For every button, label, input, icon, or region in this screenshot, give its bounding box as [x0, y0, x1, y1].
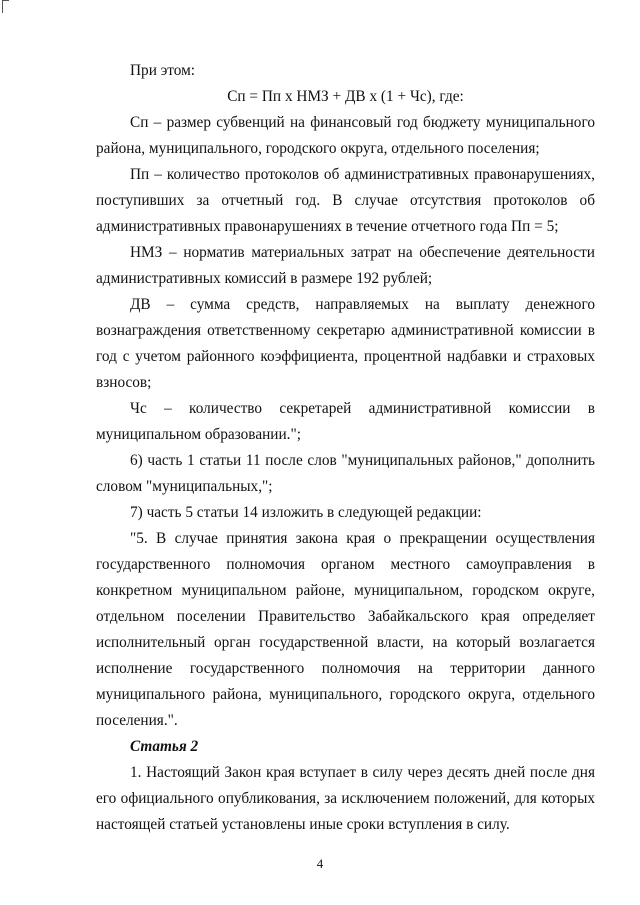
amendment-6: 6) часть 1 статьи 11 после слов "муниципальных районов," дополнить словом "муниципальных,";	[96, 452, 595, 495]
definition-sp: Сп – размер субвенций на финансовый год бюджету муниципального района, муниципального, городского округа, отдельного поселения;	[96, 114, 595, 157]
document-body	[96, 58, 595, 838]
definition-dv: ДВ – сумма средств, направляемых на выплату денежного вознаграждения ответственному секретарю административной комиссии в год с учетом районного коэффициента, процентной надбавки и страховых взносов;	[96, 296, 595, 391]
formula: Сп = Пп х НМЗ + ДВ х (1 + Чс), где:	[227, 88, 464, 105]
page-number: 4	[316, 856, 324, 871]
article-title: Статья 2	[130, 738, 199, 755]
definition-chs: Чс – количество секретарей административной комиссии в муниципальном образовании.";	[96, 400, 595, 443]
article-2-paragraph-1: 1. Настоящий Закон края вступает в силу через десять дней после дня его официального опубликования, за исключением положений, для которых настоящей статьей установлены иные сроки вступления в силу.	[96, 764, 595, 833]
scan-corner-mark	[2, 0, 9, 13]
definition-nmz: НМЗ – норматив материальных затрат на обеспечение деятельности административных комиссий в размере 192 рублей;	[96, 244, 595, 287]
amendment-7-text: "5. В случае принятия закона края о прекращении осуществления государственного полномочия органом местного самоуправления в конкретном муниципальном районе, муниципальном, городском округе, отдельном поселении Правительство Забайкальского края определяет исполнительный орган государственной власти, на который возлагается исполнение государственного полномочия на территории данного муниципального района, муниципального, городского округа, отдельного поселения.".	[96, 530, 595, 729]
intro-text: При этом:	[130, 62, 196, 79]
definition-pp: Пп – количество протоколов об административных правонарушениях, поступивших за отчетный год. В случае отсутствия протоколов об административных правонарушениях в течение отчетного года Пп = 5;	[96, 166, 595, 235]
amendment-7: 7) часть 5 статьи 14 изложить в следующей редакции:	[130, 504, 482, 521]
